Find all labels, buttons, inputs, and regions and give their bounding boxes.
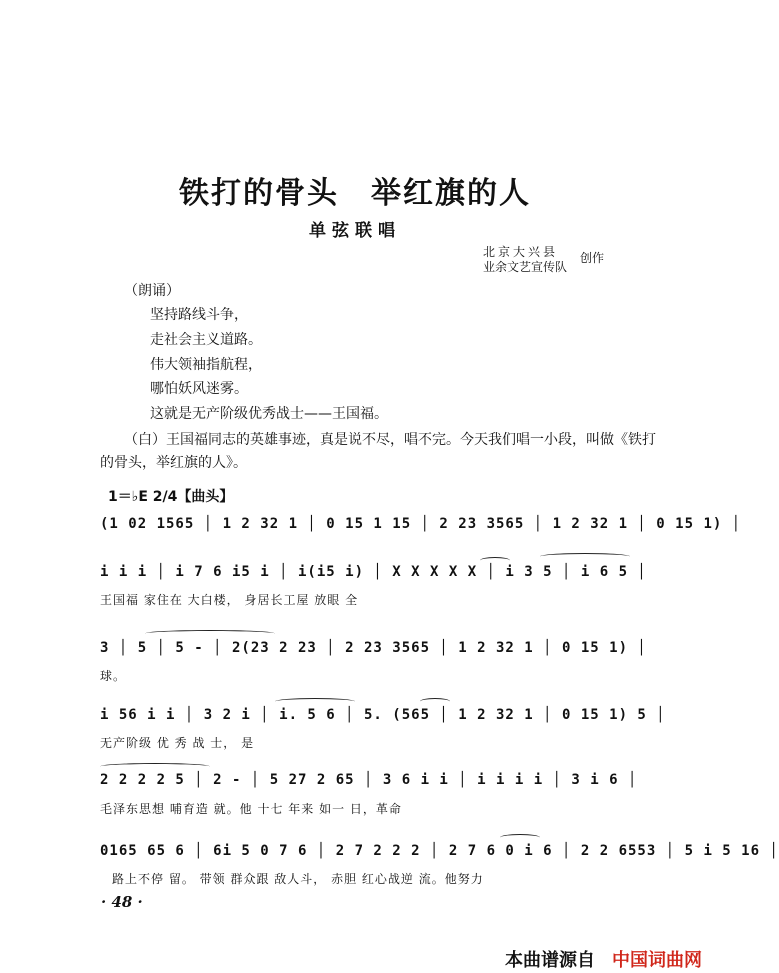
key-signature: 1＝♭E 2/4【曲头】 [108, 489, 234, 505]
score-lyrics-line: 毛泽东思想 哺育造 就。他 十七 年来 如一 日，革命 [100, 802, 402, 816]
recitation-label: （朗诵） [124, 283, 180, 299]
score-notes-line: i 56 i i │ 3 2 i │ i. 5 6 │ 5. (565 │ 1 2 32 1 │ 0 15 1) 5 │ [100, 707, 666, 723]
slur-mark [480, 557, 510, 564]
song-title: 铁打的骨头 举红旗的人 [179, 176, 531, 211]
footer-site-link[interactable]: 中国词曲网 [612, 950, 702, 971]
recitation-line: 坚持路线斗争， [150, 307, 248, 323]
spoken-line-2: 的骨头，举红旗的人》。 [100, 455, 247, 471]
song-subtitle: 单弦联唱 [309, 221, 401, 241]
slur-mark [145, 630, 275, 637]
score-notes-line: i i i │ i 7 6 i5 i │ i(i5 i) │ X X X X X │ i 3 5 │ i 6 5 │ [100, 564, 647, 580]
recitation-line: 哪怕妖风迷雾。 [150, 381, 248, 397]
page-number: · 48 · [101, 893, 143, 911]
author-line-1: 北京大兴县 [483, 245, 559, 259]
recitation-line: 这就是无产阶级优秀战士——王国福。 [150, 406, 388, 422]
footer-source-label: 本曲谱源自 [505, 950, 595, 971]
score-lyrics-line: 无产阶级 优 秀 战 士， 是 [100, 736, 255, 750]
slur-mark [275, 698, 355, 705]
score-notes-line: (1 02 1565 │ 1 2 32 1 │ 0 15 1 15 │ 2 23 3565 │ 1 2 32 1 │ 0 15 1) │ [100, 516, 742, 532]
slur-mark [500, 834, 540, 841]
score-lyrics-line: 球。 [100, 669, 127, 683]
author-line-2: 业余文艺宣传队 [483, 260, 568, 274]
slur-mark [100, 763, 210, 770]
slur-mark [420, 698, 450, 705]
score-notes-line: 2 2 2 2 5 │ 2 - │ 5 27 2 65 │ 3 6 i i │ i i i i │ 3 i 6 │ [100, 772, 638, 788]
score-lyrics-line: 王国福 家住在 大白楼， 身居长工屋 放眼 全 [100, 593, 359, 607]
spoken-line-1: （白）王国福同志的英雄事迹，真是说不尽，唱不完。今天我们唱一小段，叫做《铁打 [124, 432, 656, 448]
score-lyrics-line: 路上不停 留。 带领 群众跟 敌人斗， 赤胆 红心战逆 流。他努力 [112, 872, 484, 886]
recitation-line: 伟大领袖指航程， [150, 357, 262, 373]
score-notes-line: 0165 65 6 │ 6i 5 0 7 6 │ 2 7 2 2 2 │ 2 7 6 0 i 6 │ 2 2 6553 │ 5 i 5 16 │ [100, 843, 779, 859]
author-suffix: 创作 [580, 251, 605, 265]
recitation-line: 走社会主义道路。 [150, 332, 262, 348]
slur-mark [540, 553, 630, 560]
score-notes-line: 3 │ 5 │ 5 - │ 2(23 2 23 │ 2 23 3565 │ 1 2 32 1 │ 0 15 1) │ [100, 640, 647, 656]
